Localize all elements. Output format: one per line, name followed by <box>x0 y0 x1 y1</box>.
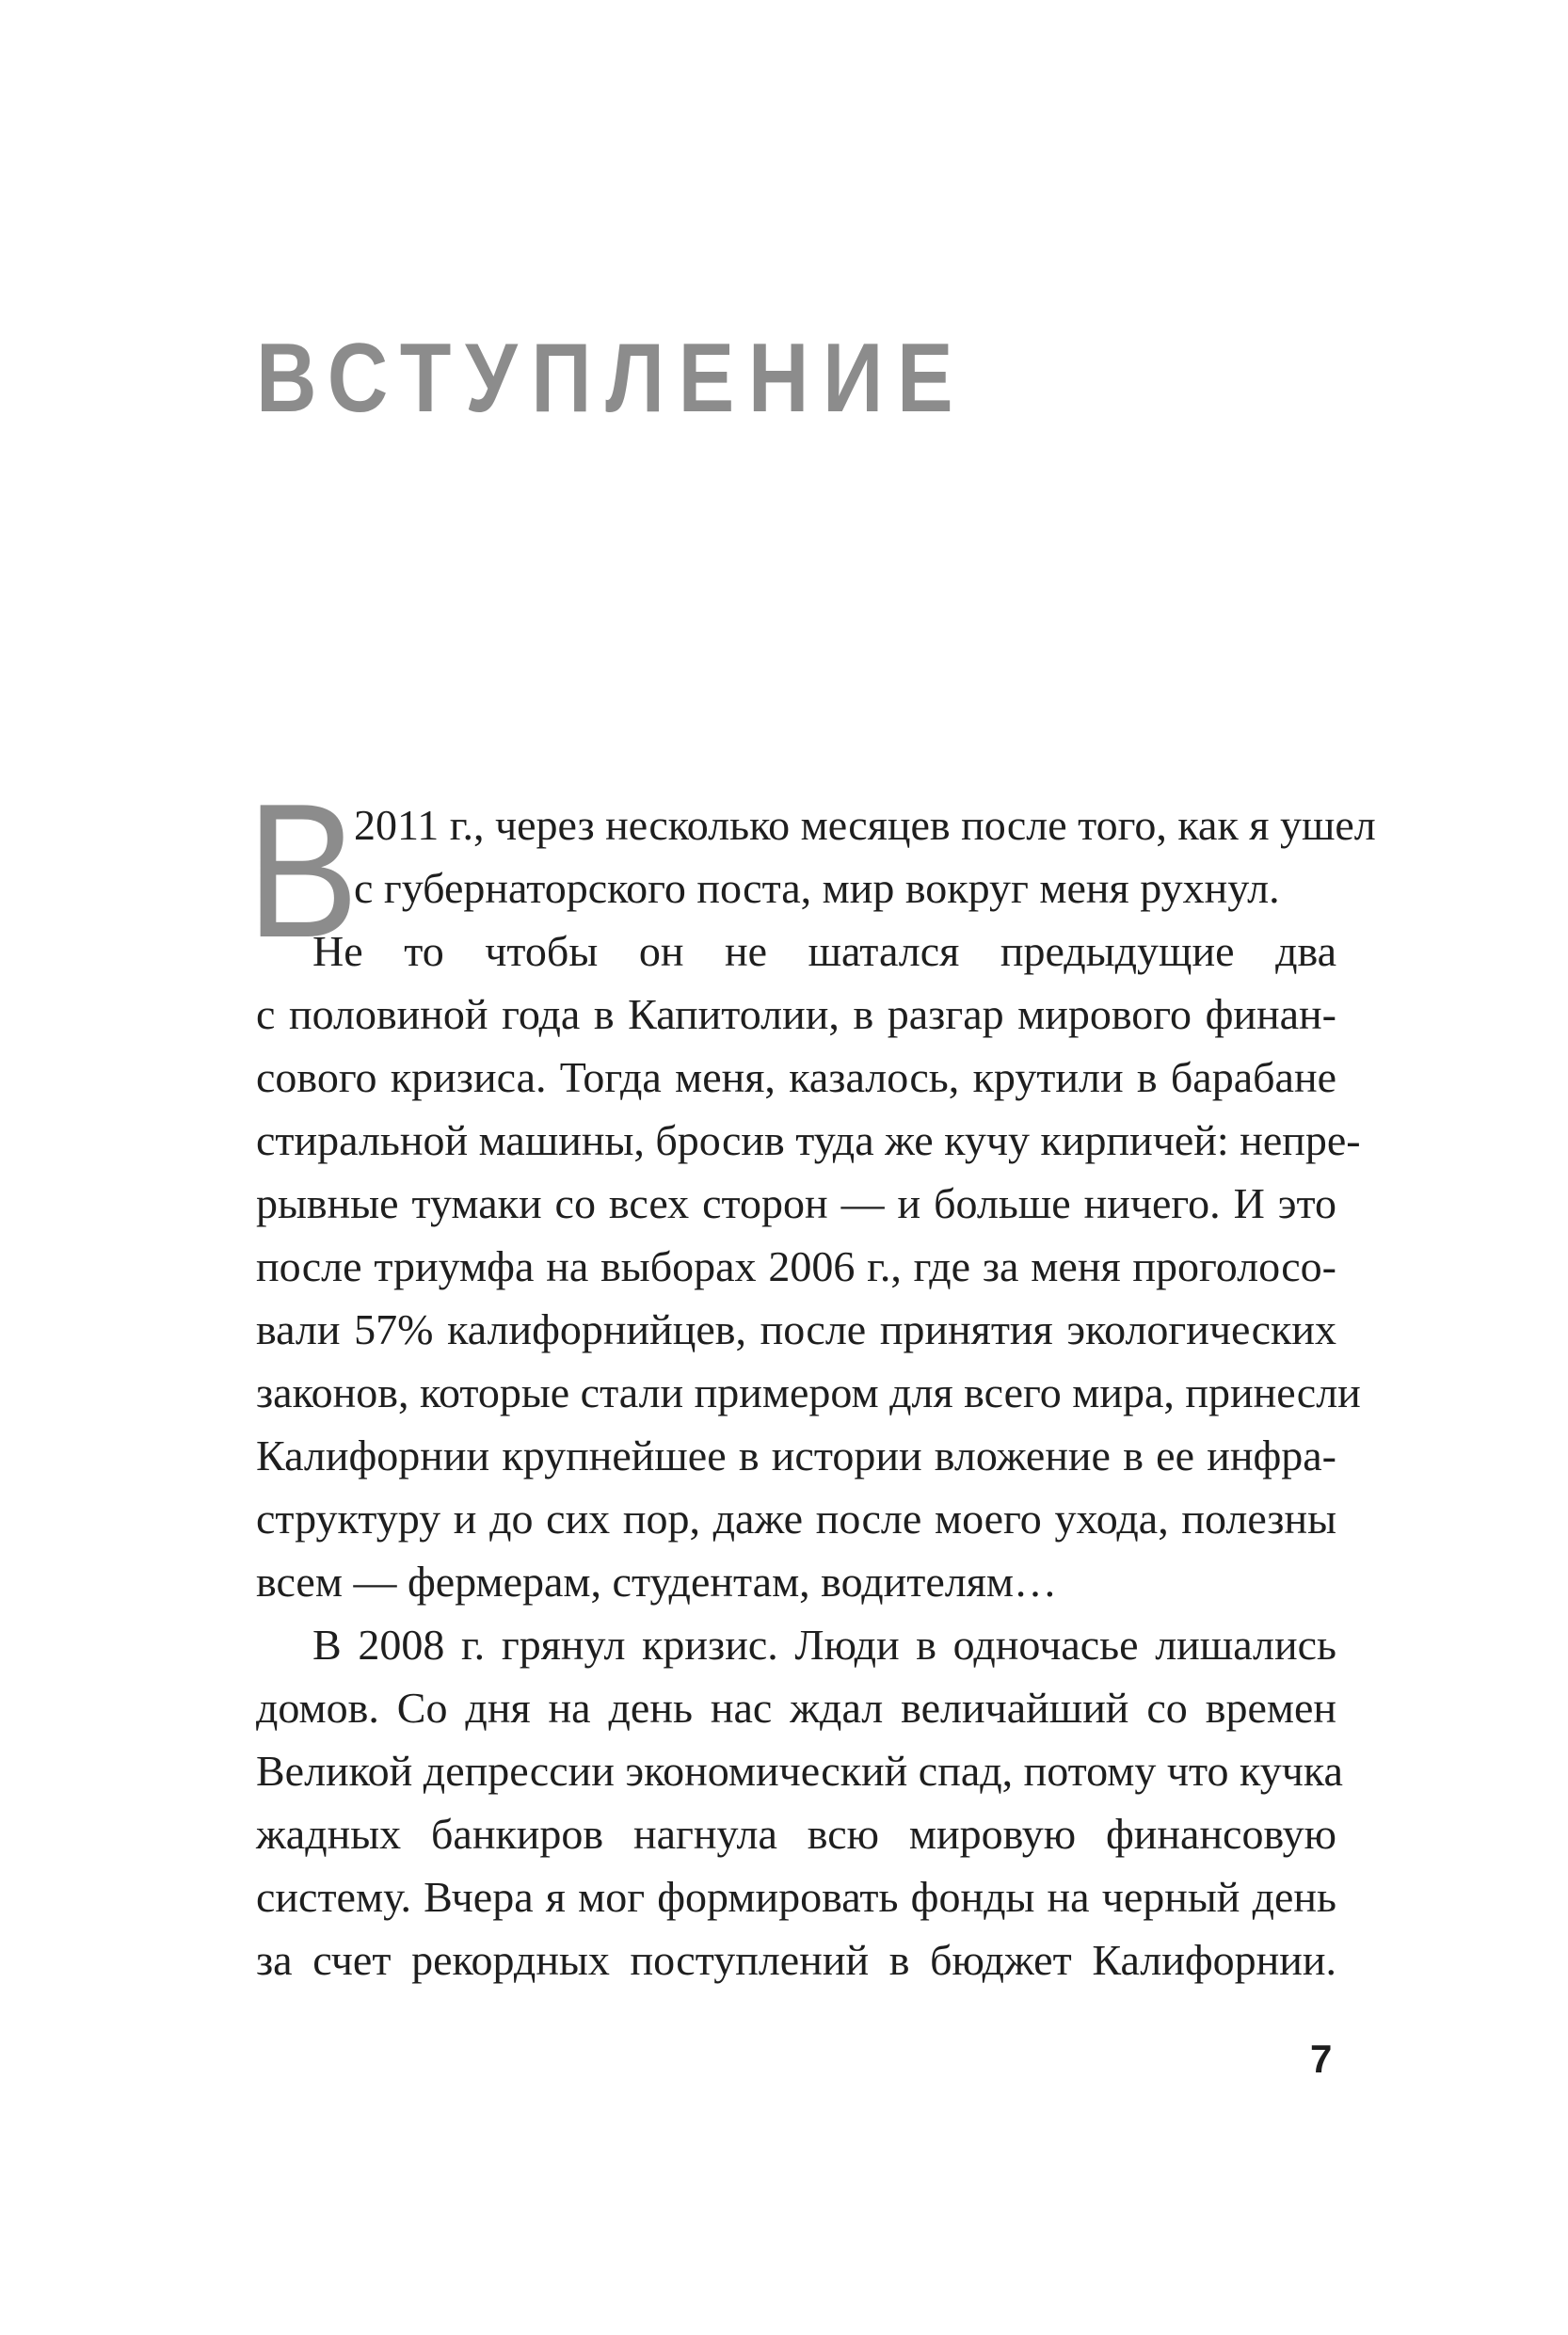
text-line: жадных банкиров нагнула всю мировую финансовую <box>256 1810 1336 1858</box>
text-line: домов. Со дня на день нас ждал величайший со времен <box>256 1684 1336 1732</box>
chapter-title: ВСТУПЛЕНИЕ <box>256 324 968 433</box>
text-line: после триумфа на выборах 2006 г., где за меня проголосо- <box>256 1242 1336 1290</box>
text-line: структуру и до сих пор, даже после моего ухода, полезны <box>256 1495 1336 1543</box>
text-line: Великой депрессии экономический спад, потому что кучка <box>256 1747 1343 1795</box>
text-line: с половиной года в Капитолии, в разгар мирового финан- <box>256 990 1336 1038</box>
text-line: законов, которые стали примером для всего мира, принесли <box>256 1368 1361 1416</box>
text-line: 2011 г., через несколько месяцев после того, как я ушел <box>354 801 1376 849</box>
text-line: В 2008 г. грянул кризис. Люди в одночасье лишались <box>312 1621 1336 1669</box>
text-line: с губернаторского поста, мир вокруг меня рухнул. <box>354 864 1280 912</box>
text-line: систему. Вчера я мог формировать фонды на черный день <box>256 1873 1336 1921</box>
text-line: стиральной машины, бросив туда же кучу кирпичей: непре- <box>256 1116 1361 1164</box>
text-line: Калифорнии крупнейшее в истории вложение в ее инфра- <box>256 1431 1336 1479</box>
text-line: вали 57% калифорнийцев, после принятия экологических <box>256 1305 1336 1353</box>
body-text <box>256 793 1376 1991</box>
text-line: за счет рекордных поступлений в бюджет Калифорнии. <box>256 1936 1336 1984</box>
text-line: сового кризиса. Тогда меня, казалось, крутили в барабане <box>256 1053 1336 1101</box>
page-number: 7 <box>1310 2037 1333 2081</box>
text-line: рывные тумаки со всех сторон — и больше ничего. И это <box>256 1179 1336 1227</box>
text-line: Не то чтобы он не шатался предыдущие два <box>312 927 1336 975</box>
drop-cap: В <box>247 764 360 978</box>
text-line: всем — фермерам, студентам, водителям… <box>256 1558 1058 1606</box>
